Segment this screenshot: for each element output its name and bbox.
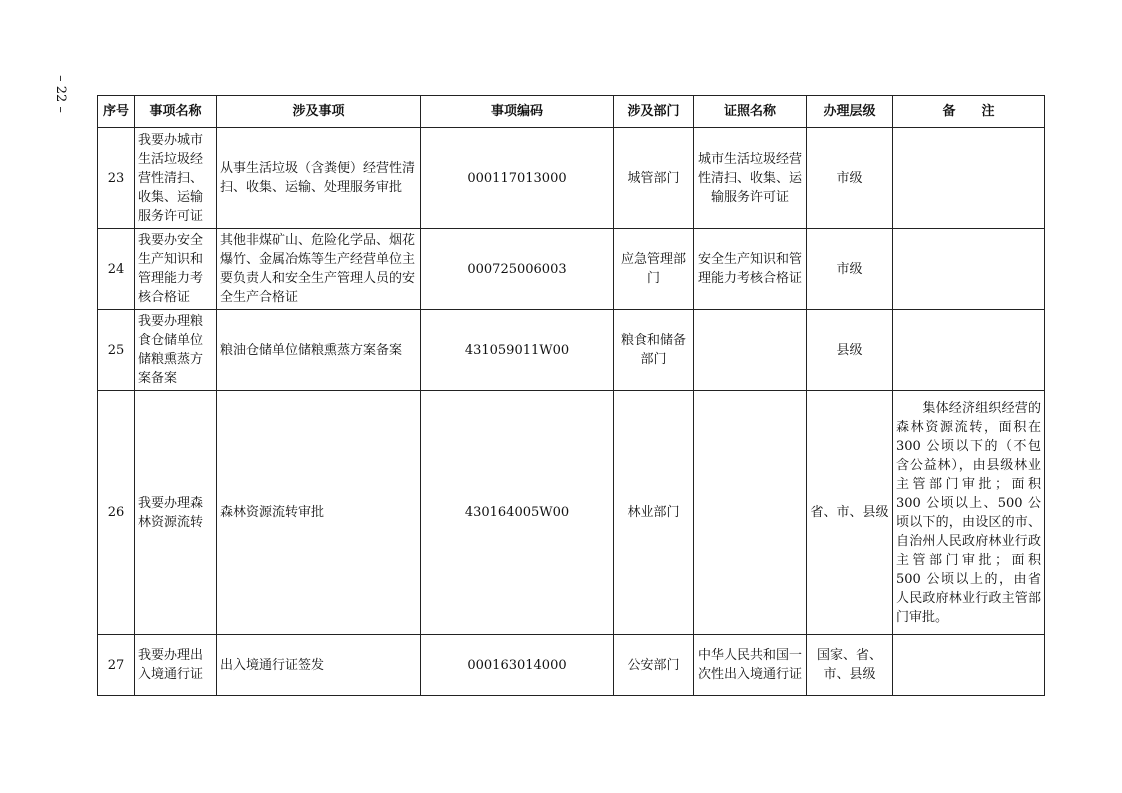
- cell-name: 我要办理粮食仓储单位储粮熏蒸方案备案: [135, 310, 217, 391]
- cell-license: 安全生产知识和管理能力考核合格证: [694, 229, 807, 310]
- cell-code: 000163014000: [421, 635, 614, 696]
- header-note: 备 注: [893, 96, 1045, 128]
- header-code: 事项编码: [421, 96, 614, 128]
- header-dept: 涉及部门: [614, 96, 694, 128]
- cell-note: 集体经济组织经营的森林资源流转，面积在 300 公顷以下的（不包含公益林），由县级林业主管部门审批；面积 300 公顷以上、500 公顷以下的，由设区的市、自治州人民政府林业行政主管部门审批；面积 500 公顷以上的，由省人民政府林业行政主管部门审批。: [893, 391, 1045, 635]
- header-seq: 序号: [98, 96, 135, 128]
- cell-code: 431059011W00: [421, 310, 614, 391]
- cell-note: [893, 635, 1045, 696]
- cell-code: 000725006003: [421, 229, 614, 310]
- cell-seq: 25: [98, 310, 135, 391]
- cell-matter: 出入境通行证签发: [217, 635, 421, 696]
- header-name: 事项名称: [135, 96, 217, 128]
- cell-dept: 应急管理部门: [614, 229, 694, 310]
- cell-code: 430164005W00: [421, 391, 614, 635]
- cell-seq: 27: [98, 635, 135, 696]
- cell-license: [694, 310, 807, 391]
- cell-note: [893, 310, 1045, 391]
- cell-name: 我要办理森林资源流转: [135, 391, 217, 635]
- cell-matter: 森林资源流转审批: [217, 391, 421, 635]
- page-number: – 22 –: [53, 75, 69, 113]
- table-header-row: [98, 96, 1045, 128]
- cell-license: 城市生活垃圾经营性清扫、收集、运输服务许可证: [694, 128, 807, 229]
- cell-dept: 粮食和储备部门: [614, 310, 694, 391]
- cell-matter: 从事生活垃圾（含粪便）经营性清扫、收集、运输、处理服务审批: [217, 128, 421, 229]
- cell-name: 我要办理出入境通行证: [135, 635, 217, 696]
- cell-code: 000117013000: [421, 128, 614, 229]
- header-level: 办理层级: [807, 96, 893, 128]
- table-row: [98, 128, 1045, 229]
- cell-name: 我要办城市生活垃圾经营性清扫、收集、运输服务许可证: [135, 128, 217, 229]
- cell-dept: 公安部门: [614, 635, 694, 696]
- cell-license: 中华人民共和国一次性出入境通行证: [694, 635, 807, 696]
- cell-level: 省、市、县级: [807, 391, 893, 635]
- matters-table: [97, 95, 1045, 696]
- cell-matter: 粮油仓储单位储粮熏蒸方案备案: [217, 310, 421, 391]
- cell-level: 国家、省、市、县级: [807, 635, 893, 696]
- cell-note: [893, 229, 1045, 310]
- cell-level: 市级: [807, 128, 893, 229]
- cell-seq: 23: [98, 128, 135, 229]
- table-row: [98, 229, 1045, 310]
- header-matter: 涉及事项: [217, 96, 421, 128]
- header-license: 证照名称: [694, 96, 807, 128]
- cell-seq: 24: [98, 229, 135, 310]
- cell-dept: 城管部门: [614, 128, 694, 229]
- cell-level: 市级: [807, 229, 893, 310]
- table-row: [98, 310, 1045, 391]
- cell-name: 我要办安全生产知识和管理能力考核合格证: [135, 229, 217, 310]
- table-row: [98, 635, 1045, 696]
- cell-matter: 其他非煤矿山、危险化学品、烟花爆竹、金属冶炼等生产经营单位主要负责人和安全生产管理人员的安全生产合格证: [217, 229, 421, 310]
- cell-note: [893, 128, 1045, 229]
- cell-seq: 26: [98, 391, 135, 635]
- cell-dept: 林业部门: [614, 391, 694, 635]
- cell-license: [694, 391, 807, 635]
- cell-level: 县级: [807, 310, 893, 391]
- table-row: [98, 391, 1045, 635]
